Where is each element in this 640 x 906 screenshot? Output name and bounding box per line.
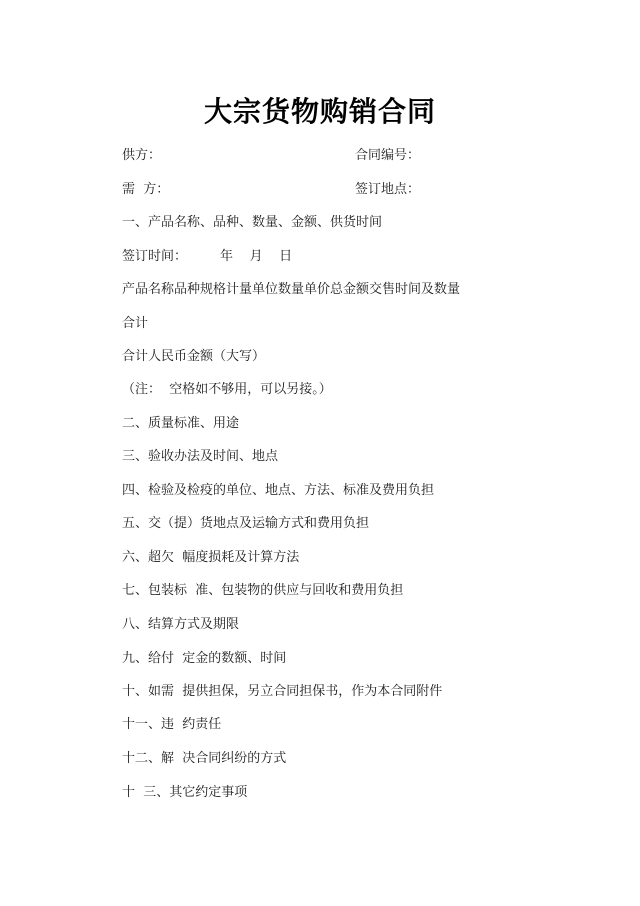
- section-heading-1: 一、产品名称、品种、数量、金额、供货时间: [122, 215, 383, 230]
- product-table-header: 产品名称品种规格计量单位数量单价总金额交售时间及数量: [122, 282, 461, 297]
- contract-number-label: 合同编号：: [355, 148, 421, 163]
- section-heading-4: 四、检验及检疫的单位、地点、方法、标准及费用负担: [122, 483, 435, 498]
- section-heading-5: 五、交（提）货地点及运输方式和费用负担: [122, 516, 370, 531]
- supplier-label: 供方：: [122, 148, 162, 163]
- section-heading-9: 九、给付 定金的数额、时间: [122, 651, 287, 666]
- section-heading-13: 十 三、其它约定事项: [122, 785, 248, 800]
- note-text: （注： 空格如不够用，可以另接。）: [122, 382, 332, 397]
- buyer-label: 需 方：: [122, 182, 170, 197]
- section-heading-11: 十一、违 约责任: [122, 717, 222, 732]
- section-heading-2: 二、质量标准、用途: [122, 416, 240, 431]
- sign-time-line: 签订时间： 年 月 日: [122, 249, 293, 264]
- page-title: 大宗货物购销合同: [203, 95, 436, 128]
- total-rmb-label: 合计人民币金额（大写）: [122, 349, 266, 364]
- section-heading-3: 三、验收办法及时间、地点: [122, 449, 279, 464]
- total-label: 合计: [122, 316, 149, 331]
- sign-place-label: 签订地点：: [355, 182, 421, 197]
- section-heading-12: 十二、解 决合同纠纷的方式: [122, 751, 287, 766]
- section-heading-6: 六、超欠 幅度损耗及计算方法: [122, 550, 300, 565]
- section-heading-7: 七、包装标 准、包装物的供应与回收和费用负担: [122, 583, 404, 598]
- section-heading-8: 八、结算方式及期限: [122, 617, 240, 632]
- section-heading-10: 十、如需 提供担保，另立合同担保书，作为本合同附件: [122, 684, 443, 699]
